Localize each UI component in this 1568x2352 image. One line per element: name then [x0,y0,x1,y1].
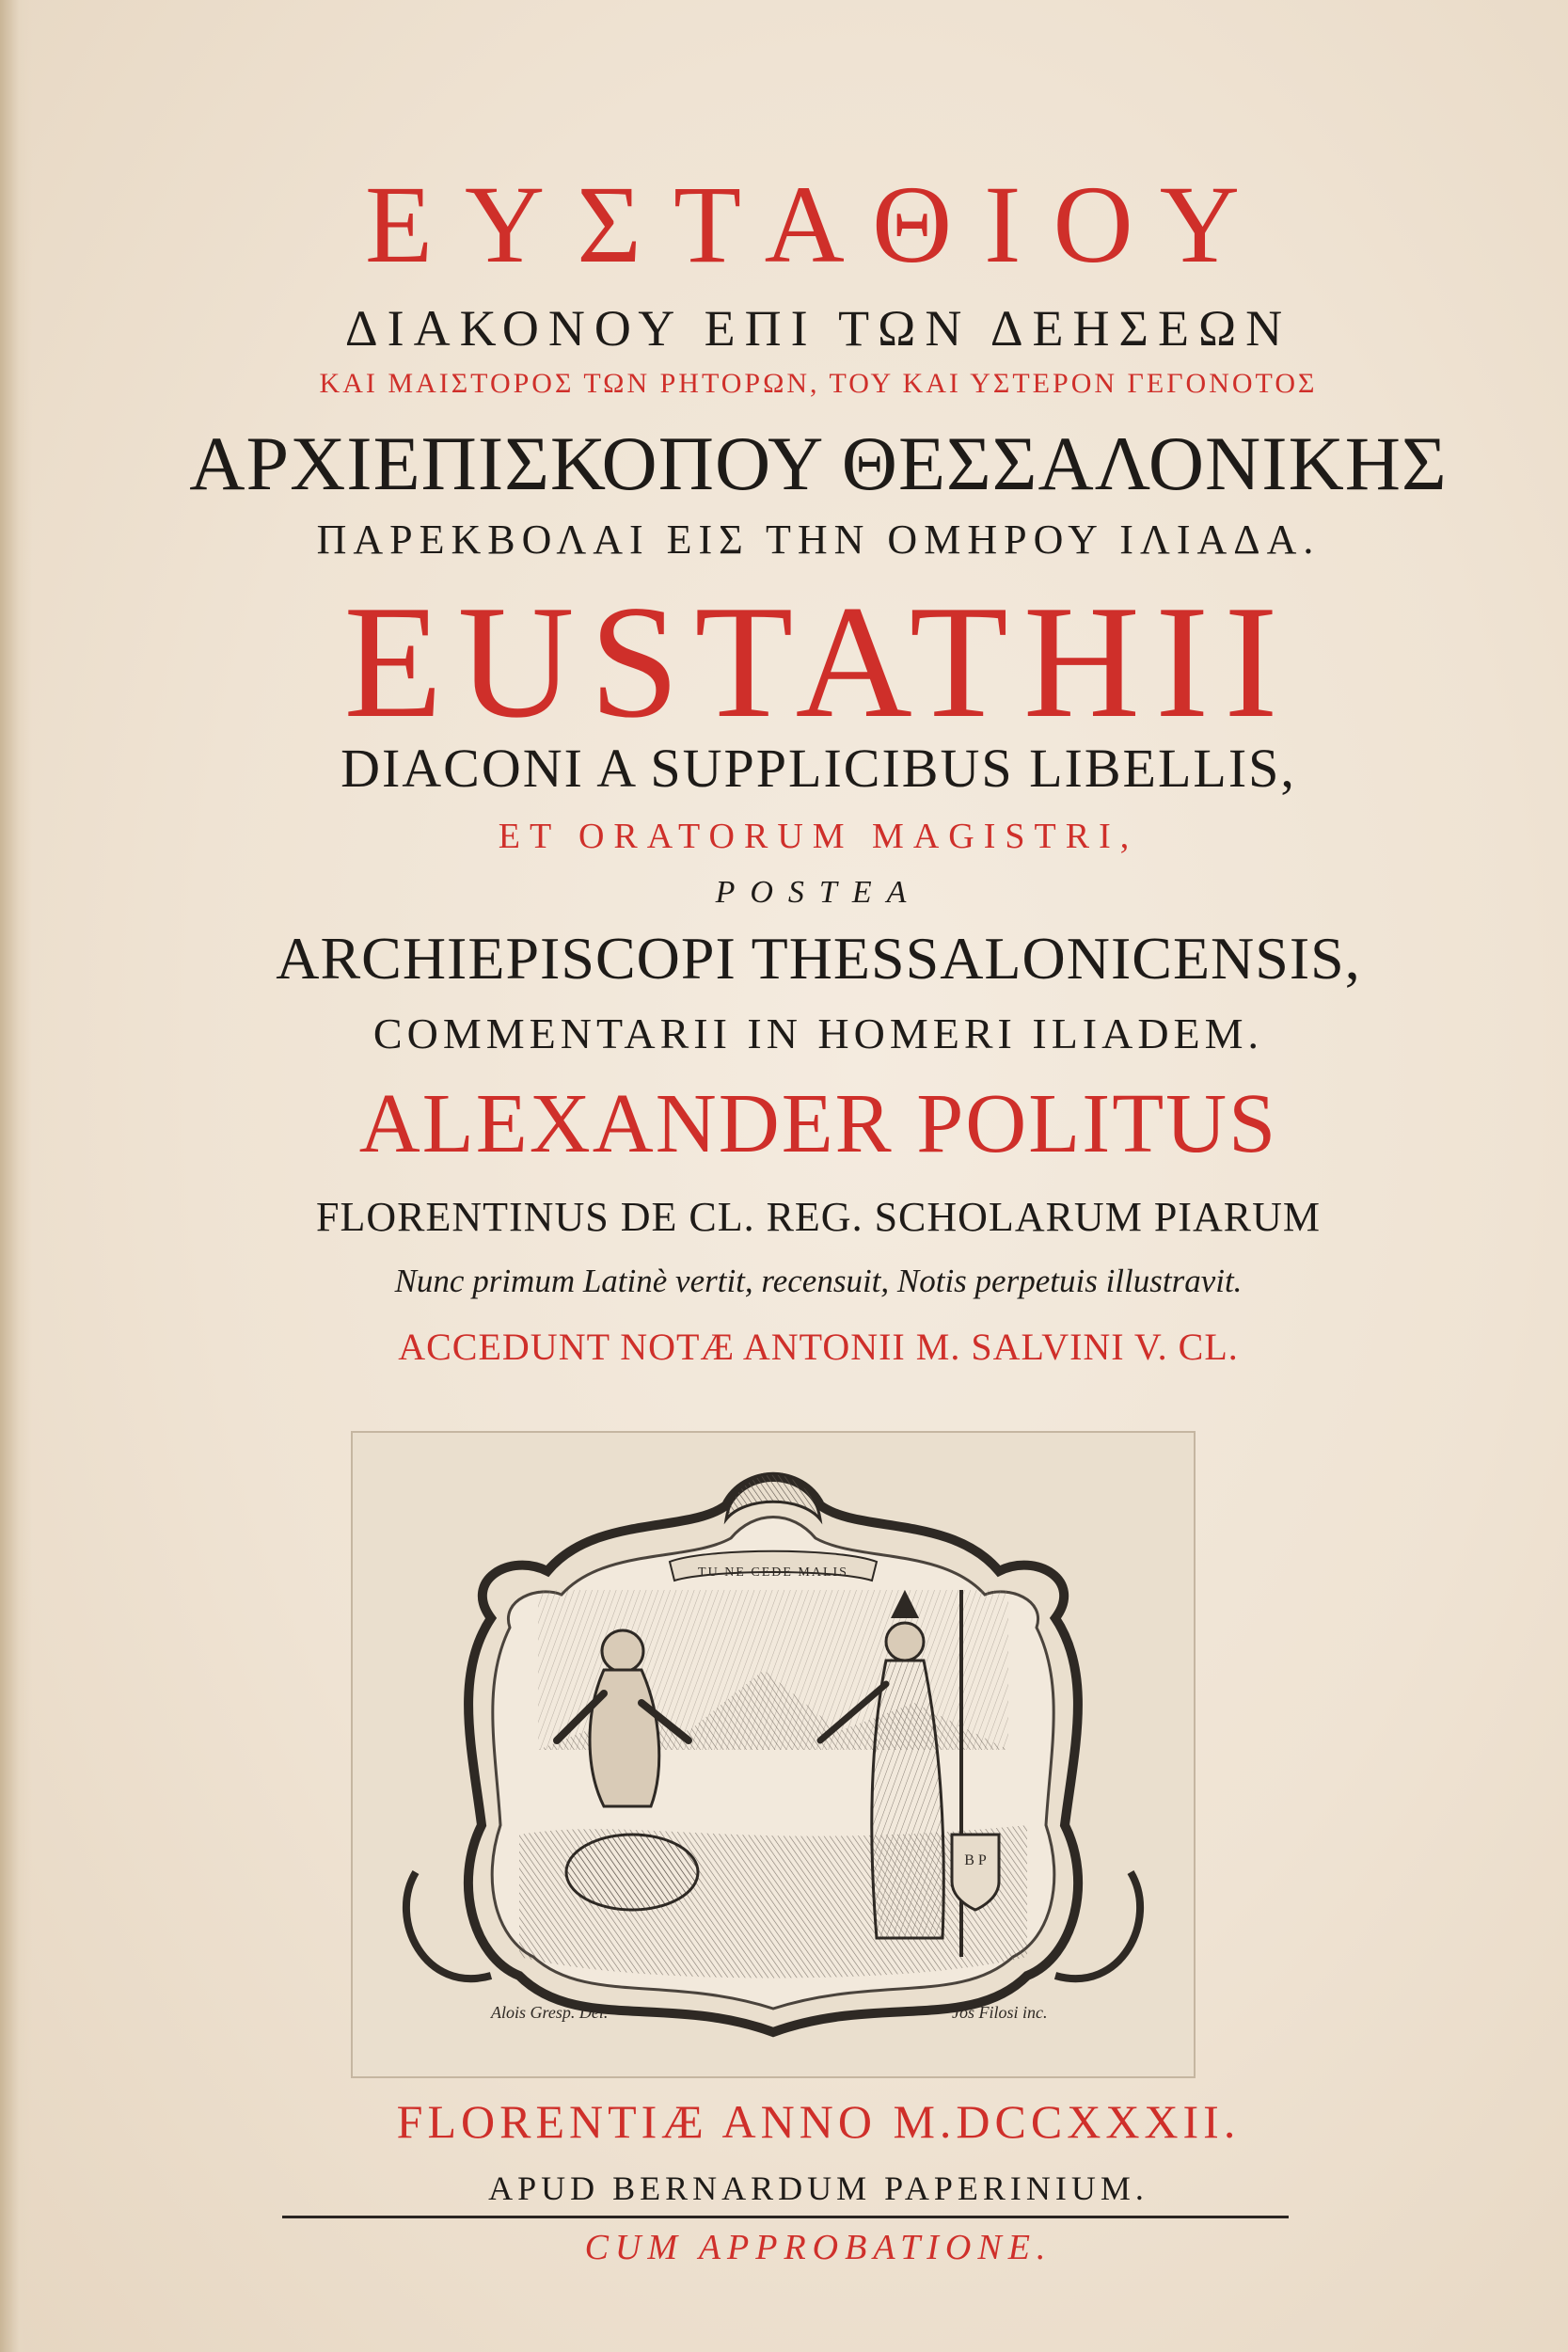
editor-name: ALEXANDER POLITUS [358,1077,1278,1170]
latin-subtitle-line: ARCHIEPISCOPI THESSALONICENSIS, [276,925,1361,992]
greek-subtitle-line: ΑΡΧΙΕΠΙΣΚΟΠΟΥ ΘΕΣΣΑΛΟΝΙΚΗΣ [189,421,1448,506]
greek-title: ΕΥΣΤΑΘΙΟΥ [364,163,1273,286]
greek-subtitle-line: ΚΑΙ ΜΑΙΣΤΟΡΟΣ ΤΩΝ ΡΗΤΟΡΩΝ, ΤΟΥ ΚΑΙ ΥΣΤΕΡΟΝ ΓΕΓΟΝΟΤΟΣ [319,368,1318,399]
greek-subtitle-line: ΔΙΑΚΟΝΟΥ ΕΠΙ ΤΩΝ ΔΕΗΣΕΩΝ [344,300,1292,357]
imprint-place-date: FLORENTIÆ ANNO M.DCCXXXII. [396,2095,1241,2148]
latin-subtitle-line: DIACONI A SUPPLICIBUS LIBELLIS, [341,738,1296,799]
engraving-vignette [350,1430,1196,2079]
latin-subtitle-line: ET ORATORUM MAGISTRI, [498,817,1139,856]
engraver-signature-right: Jos Filosi inc. [952,2003,1048,2022]
horizontal-rule [282,2216,1289,2218]
editor-accedunt: ACCEDUNT NOTÆ ANTONII M. SALVINI V. CL. [398,1326,1239,1368]
editor-affiliation: FLORENTINUS DE CL. REG. SCHOLARUM PIARUM [316,1194,1321,1240]
engraver-signature-left: Alois Gresp. Del. [491,2003,609,2022]
approbation: CUM APPROBATIONE. [584,2228,1053,2267]
latin-subtitle-line: POSTEA [715,875,922,910]
spine-edge [0,0,32,2352]
latin-title: EUSTATHII [343,573,1293,752]
latin-subtitle-line: COMMENTARII IN HOMERI ILIADEM. [372,1009,1264,1057]
motto-text: TU NE CEDE MALIS [698,1565,848,1580]
editor-note: Nunc primum Latinè vertit, recensuit, Notis perpetuis illustravit. [394,1263,1243,1299]
imprint-printer: APUD BERNARDUM PAPERINIUM. [488,2169,1148,2207]
shield-letters: B P [964,1852,987,1868]
greek-subtitle-line: ΠΑΡΕΚΒΟΛΑΙ ΕΙΣ ΤΗΝ ΟΜΗΡΟΥ ΙΛΙΑΔΑ. [316,516,1321,563]
